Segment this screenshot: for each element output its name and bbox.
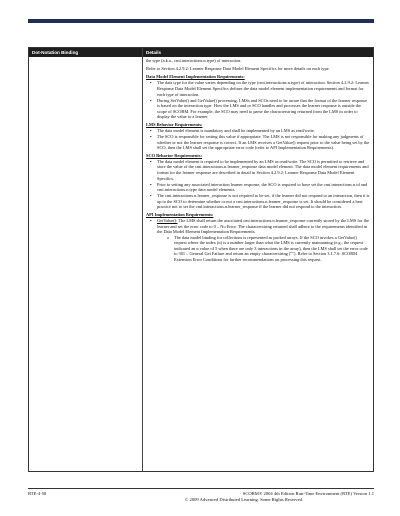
column-divider xyxy=(142,48,143,471)
section-heading: SCO Behavior Requirements: xyxy=(146,152,202,158)
bullet-item xyxy=(146,80,370,97)
table-header-row xyxy=(29,48,373,57)
intro-reference: Refer to Section 4.2.9.2: Learner Response Data Model Element Specifics for more details on each type. xyxy=(146,66,330,72)
bullet-item xyxy=(146,159,370,181)
bullet-item xyxy=(146,182,370,193)
bullet-list xyxy=(146,128,370,151)
definition-table xyxy=(28,47,374,472)
page-number: RTE-4-58 xyxy=(28,491,47,496)
column-header-details: Details xyxy=(146,50,162,55)
bullet-item xyxy=(146,193,370,210)
bullet-item xyxy=(146,128,370,134)
bullet-text: The cmi.interactions.n.learner_response is not required to be set, if the learner did not respond to an interaction, then it is up to the SCO to determine whether or not a cmi.interactions.n.learner_response is set. It should be considered a best practice not to set the cmi.interactions.n.learner_response if the learner did not respond to the interaction. xyxy=(157,193,370,210)
bullet-text: The SCO is responsible for setting this value if appropriate. The LMS is not responsible for making any judgments of whether or not the learner response is correct. If an LMS receives a GetValue() request prior to the value being set by the SCO, then the LMS shall set the appropriate error code (refer to API Implementation Requirements). xyxy=(157,134,370,151)
bullet-text: The data model element is required to be implemented by an LMS as read/write. The SCO is permitted to retrieve and store the value of the cmi.interactions.n.learner_response data model element. The data model element requirements and format for the learner response are described in detail in Section 4.2.9.2: Learner Response Data Model Element Specifics. xyxy=(157,158,369,181)
bullet-list xyxy=(146,159,370,210)
bullet-list xyxy=(146,218,370,262)
bullet-dot-icon: • xyxy=(150,158,152,164)
bullet-item xyxy=(146,98,370,120)
sub-bullet-list xyxy=(157,235,370,263)
bullet-item xyxy=(146,218,370,262)
section-heading: API Implementation Requirements: xyxy=(146,212,214,218)
bullet-list xyxy=(146,80,370,119)
bullet-text: The LMS shall return the associated cmi.interactions.n.learner_response currently stored by the LMS for the learner and set the error code to 0 – No Error. The characterstring returned shall adhere to the requirements identified in the Data Model Element Implementation Requirements. xyxy=(157,218,369,235)
bullet-dot-icon: • xyxy=(150,181,152,187)
bullet-text: The data type for the value varies depending on the type (cmi.interactions.n.type) of interaction. Section 4.2.9.2: Learner Response Data Model Element Specifics defines the data model element implementation requirements and format for each type of interaction. xyxy=(157,80,370,97)
footer-title: SCORM® 2004 4th Edition Run-Time Environment (RTE) Version 1.1 xyxy=(242,491,374,496)
sub-bullet-marker-icon: o xyxy=(167,234,170,240)
requirements-sections xyxy=(146,74,370,262)
sub-bullet-text: The data model binding for collections is represented as packed arrays. If the SCO invokes a GetValue() request where the index (n) is a number larger than what the LMS is currently maintaining (e.g., the request indicated an n value of 5 when there are only 3 interactions in the array), then the LMS shall set the error code to 301 – General Get Failure and return an empty characterstring (""). Refer to Section 3.1.7.6: SCORM Extension Error Conditions for further recommendations on processing this request. xyxy=(174,234,368,262)
section-heading: LMS Behavior Requirements: xyxy=(146,121,203,127)
intro-line: the type (a.k.a., cmi.interactions.n.type) of interaction. xyxy=(146,58,242,63)
bullet-dot-icon: • xyxy=(150,127,152,133)
details-cell xyxy=(146,58,370,265)
bullet-dot-icon: • xyxy=(150,97,152,103)
bullet-dot-icon: • xyxy=(150,193,152,199)
bullet-dot-icon: • xyxy=(150,218,152,224)
sub-bullet-item xyxy=(157,235,370,263)
bullet-dot-icon: • xyxy=(150,80,152,86)
footer-copyright: © 2009 Advanced Distributed Learning. Some Rights Reserved. xyxy=(184,497,304,502)
bullet-item xyxy=(146,134,370,151)
bullet-text: During SetValue() and GetValue() processing, LMSs and SCOs need to be aware that the format of the learner response is based on the interaction type. How the LMS and or SCO handles and processes the learner response is outside the scope of SCORM. For example, the SCO may need to parse the characterstring returned from the LMS in order to display the value to a learner. xyxy=(157,97,368,120)
bullet-lead: GetValue(): xyxy=(157,218,178,224)
bullet-dot-icon: • xyxy=(150,134,152,140)
column-header-dot-notation: Dot-Notation Binding xyxy=(32,50,79,55)
bullet-text: The data model element is mandatory and shall be implemented by an LMS as read/write. xyxy=(157,127,315,133)
footer-rule xyxy=(28,488,374,489)
bullet-text: Prior to setting any associated interaction learner response, the SCO is required to have set the cmi.interactions.n.id and cmi.interactions.n.type data model elements. xyxy=(157,181,368,193)
header-rule xyxy=(28,19,374,23)
section-heading: Data Model Element Implementation Requirements: xyxy=(146,74,245,80)
